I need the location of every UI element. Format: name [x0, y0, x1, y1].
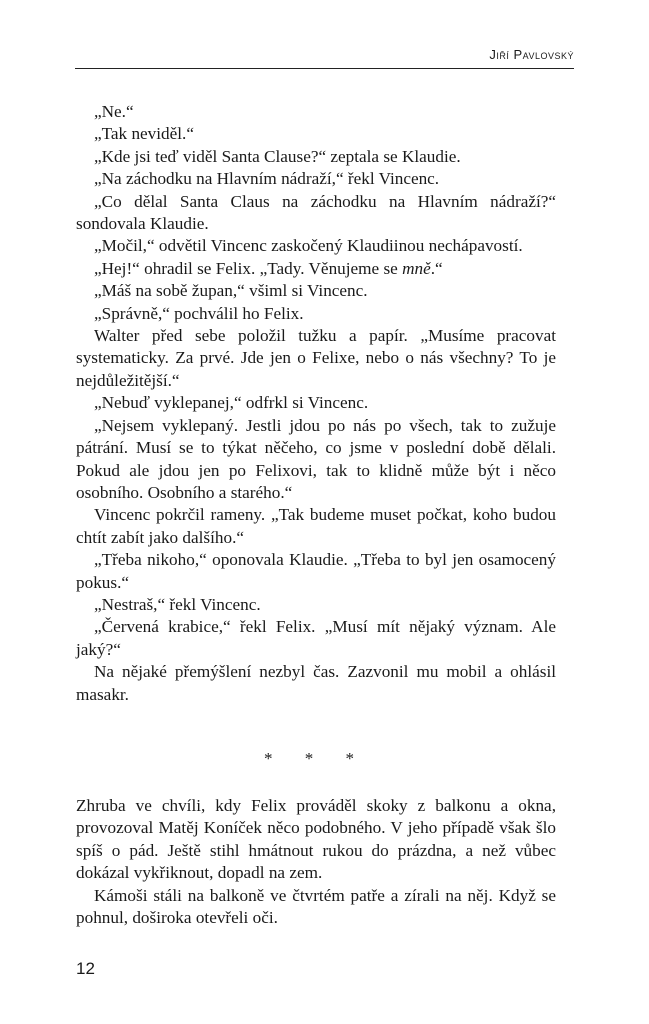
paragraph: „Močil,“ odvětil Vincenc zaskočený Klaudiinou nechápavostí.: [94, 236, 523, 256]
paragraph: [76, 258, 556, 280]
paragraph: „Červená krabice,“ řekl Felix. „Musí mít nějaký význam. Ale jaký?“: [76, 617, 556, 659]
running-header: [75, 46, 574, 69]
narrative-block: [76, 795, 556, 929]
paragraph: „Kde jsi teď viděl Santa Clause?“ zeptala se Klaudie.: [94, 146, 461, 166]
paragraph-text: „Hej!“ ohradil se Felix. „Tady. Věnujeme se: [94, 258, 403, 278]
paragraph: „Nebuď vyklepanej,“ odfrkl si Vincenc.: [94, 393, 369, 413]
emphasis-text: mně: [402, 258, 431, 278]
paragraph: Vincenc pokrčil rameny. „Tak budeme muset počkat, koho budou chtít zabít jako dalšího.“: [76, 505, 556, 547]
paragraph: Zhruba ve chvíli, kdy Felix prováděl skoky z balkonu a okna, provozoval Matěj Koníček něco podobného. V jeho případě však šlo spíš o pád. Ještě stihl hmátnout rukou do prázdna, a než vůbec dokázal vykřiknout, dopadl na zem.: [76, 796, 556, 883]
paragraph: Walter před sebe položil tužku a papír. „Musíme pracovat systematicky. Za prvé. Jde jen o Felixe, nebo o nás všechny? To je nejdůležitější.“: [76, 326, 556, 390]
dialogue-block: [76, 101, 556, 706]
paragraph: „Co dělal Santa Claus na záchodku na Hlavním nádraží?“ sondovala Klaudie.: [76, 191, 556, 234]
paragraph: „Nejsem vyklepaný. Jestli jdou po nás po všech, tak to zužuje pátrání. Musí se to týkat něčeho, co jsme v poslední době dělali. Pokud ale jdou jen po Felixovi, tak to klidně může být i něco osobního. Osobního a starého.“: [76, 415, 556, 502]
paragraph: „Třeba nikoho,“ oponovala Klaudie. „Třeba to byl jen osamocený pokus.“: [76, 550, 556, 592]
running-header-author: Jiří Pavlovský: [489, 47, 574, 62]
paragraph: Kámoši stáli na balkoně ve čtvrtém patře a zírali na něj. Když se pohnul, doširoka otevřeli oči.: [76, 885, 556, 928]
section-separator: * * *: [264, 749, 368, 768]
paragraph: „Nestraš,“ řekl Vincenc.: [94, 594, 261, 614]
paragraph: „Tak neviděl.“: [94, 124, 194, 144]
paragraph: „Na záchodku na Hlavním nádraží,“ řekl Vincenc.: [94, 169, 440, 189]
paragraph: „Správně,“ pochválil ho Felix.: [94, 303, 304, 323]
paragraph: Na nějaké přemýšlení nezbyl čas. Zazvonil mu mobil a ohlásil masakr.: [76, 662, 556, 704]
paragraph: „Ne.“: [94, 102, 134, 121]
page-number: 12: [76, 959, 95, 978]
paragraph-text: .“: [430, 258, 443, 278]
paragraph: „Máš na sobě župan,“ všiml si Vincenc.: [94, 281, 368, 301]
